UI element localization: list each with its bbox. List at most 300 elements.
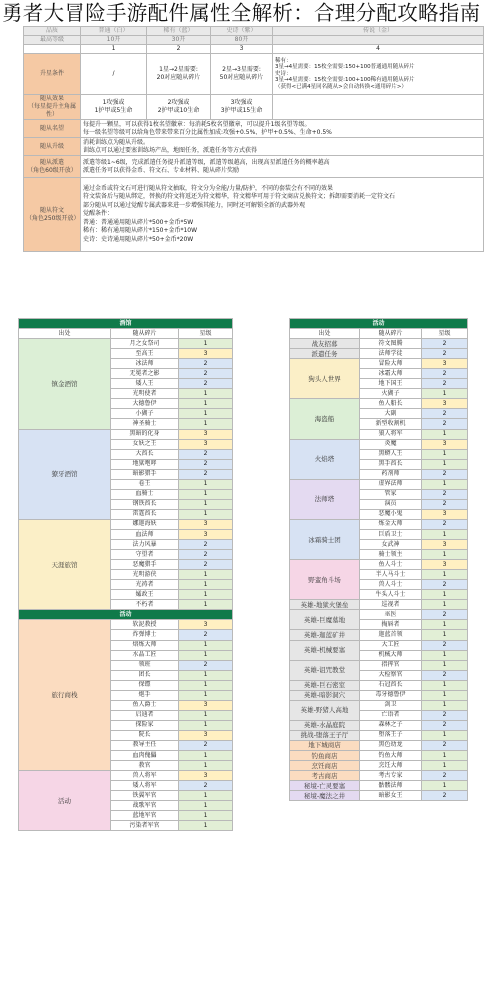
- table-row: [19, 339, 233, 349]
- source-cell: 英雄-水晶庭院: [290, 720, 360, 730]
- companion-name: 启迪者: [111, 710, 179, 720]
- star-level: 2: [422, 771, 468, 781]
- table-row: [19, 429, 233, 439]
- companion-name: 黑蟒人王: [360, 449, 422, 459]
- cell: 1: [81, 45, 147, 54]
- cell: 1星→2星需要: 20对应随从碎片: [147, 54, 211, 95]
- star-level: 3: [179, 439, 233, 449]
- star-level: 1: [422, 479, 468, 489]
- cell: 最高等级: [24, 36, 81, 45]
- star-level: 1: [179, 720, 233, 730]
- star-level: 2: [179, 630, 233, 640]
- companion-name: 巫医: [360, 610, 422, 620]
- table-row: [290, 781, 468, 791]
- companion-name: 钢铁酋长: [111, 499, 179, 509]
- table-row: [19, 620, 233, 630]
- source-cell: 英雄-地狱火堡垒: [290, 600, 360, 610]
- star-level: 1: [179, 811, 233, 821]
- companion-name: 血骑士: [111, 489, 179, 499]
- source-cell: 英雄-暗影洞穴: [290, 690, 360, 700]
- companion-name: 考古专家: [360, 771, 422, 781]
- table-row: [290, 680, 468, 690]
- star-level: 2: [422, 720, 468, 730]
- cell: /: [81, 54, 147, 95]
- star-level: 3: [179, 519, 233, 529]
- companion-name: 女妖之王: [111, 439, 179, 449]
- star-level: 3: [179, 429, 233, 439]
- star-level: 2: [422, 419, 468, 429]
- cell: 品质: [24, 27, 81, 36]
- companion-name: 堕落王子: [360, 730, 422, 740]
- column-header: 出处: [290, 329, 360, 339]
- star-level: 2: [422, 519, 468, 529]
- star-level: 3: [179, 700, 233, 710]
- star-level: 1: [422, 690, 468, 700]
- row-label: 随从升级: [24, 138, 81, 156]
- companion-name: 迦蓝首领: [360, 630, 422, 640]
- source-cell: 镇金酒馆: [19, 339, 111, 429]
- star-level: 1: [179, 489, 233, 499]
- companion-name: 月之女祭司: [111, 339, 179, 349]
- star-level: 2: [179, 740, 233, 750]
- star-level: 2: [179, 781, 233, 791]
- companion-name: 新型收割机: [360, 419, 422, 429]
- table-row: [290, 751, 468, 761]
- cell: 3攻强或 3护甲或15生命: [211, 95, 273, 120]
- source-cell: 考古商店: [290, 771, 360, 781]
- column-header-row: [19, 329, 233, 339]
- cell: 稀有： 3星→4星需要：15枚全需要:150+100普通通用随从碎片 史诗： 3星→4星需要：15枚全需要:100+100稀有通用随从碎片 （获得<已满4星同名随从>会自动转换<通用碎片>）: [273, 54, 484, 95]
- table-row: [290, 690, 468, 700]
- companion-name: 亡语者: [360, 710, 422, 720]
- companion-name: 光祷者: [111, 580, 179, 590]
- companion-name: 恶魔小鬼: [360, 509, 422, 519]
- star-level: 3: [422, 540, 468, 550]
- source-cell: 冰霜骑士团: [290, 519, 360, 559]
- section-title: 活动: [290, 319, 468, 329]
- star-level: 1: [179, 761, 233, 771]
- star-level: 2: [422, 640, 468, 650]
- star-level: 1: [422, 650, 468, 660]
- star-level: 2: [179, 540, 233, 550]
- star-level: 1: [179, 409, 233, 419]
- star-level: 2: [422, 580, 468, 590]
- section-header: [19, 610, 233, 620]
- companion-name: 铁翼军官: [111, 791, 179, 801]
- source-cell: 旅行商栈: [19, 620, 111, 771]
- companion-name: 恶魔猎手: [111, 560, 179, 570]
- cell: 通过金币或符文石可进行随从符文抽取，符文分为全能/力量/防护，不同的套装会有不同的效果 符文装备后与随从绑定，替换的符文将返还为符文精华，符文精华可用于符文商店兑换符文；拆卸需要消耗一定符文石 部分随从可以通过觉醒专属武器来进一步增强其能力，同时还可解锁全新的武器外观 觉醒条件： 普通：普通通用随从碎片*500+金币*5W 稀有：稀有通用随从碎片*150+金币*10W 史诗：史诗通用随从碎片*50+金币*20W: [81, 178, 484, 252]
- star-level: 1: [422, 620, 468, 630]
- companion-name: 地狱咆哮: [111, 459, 179, 469]
- fame-row: [24, 120, 484, 138]
- companion-name: 符文图腾: [360, 339, 422, 349]
- source-cell: 英雄-巨魔墓地: [290, 610, 360, 630]
- star-row: [24, 45, 484, 54]
- cell: 传说（金）: [273, 27, 484, 36]
- table-row: [290, 700, 468, 710]
- companion-name: 教官: [111, 761, 179, 771]
- table-row: [290, 771, 468, 781]
- cell: 3: [211, 45, 273, 54]
- source-cell: 挑战-堕落王子厅: [290, 730, 360, 740]
- star-level: 1: [422, 761, 468, 771]
- star-level: 3: [179, 529, 233, 539]
- companion-name: 指挥官: [360, 660, 422, 670]
- companion-name: 炎魔: [360, 439, 422, 449]
- companion-name: 光明游侠: [111, 570, 179, 580]
- star-level: 1: [179, 640, 233, 650]
- cell: 1攻强或 1护甲或5生命: [81, 95, 147, 120]
- star-level: 2: [179, 550, 233, 560]
- companion-name: 骑士领主: [360, 550, 422, 560]
- star-level: 1: [179, 670, 233, 680]
- source-cell: 钓鱼商店: [290, 751, 360, 761]
- companion-name: 炮手: [111, 690, 179, 700]
- cell: 2: [147, 45, 211, 54]
- companion-name: 矮人王: [111, 379, 179, 389]
- column-header: 出处: [19, 329, 111, 339]
- source-cell: 野蛮角斗场: [290, 560, 360, 600]
- source-cell: 地下城商店: [290, 740, 360, 750]
- star-level: 1: [179, 419, 233, 429]
- cell: 2星→3星需要: 50对应随从碎片: [211, 54, 273, 95]
- section-header: [290, 319, 468, 329]
- column-header: 星级: [422, 329, 468, 339]
- table-row: [290, 349, 468, 359]
- star-level: 1: [422, 449, 468, 459]
- companion-name: 骷髅法师: [360, 781, 422, 791]
- table-row: [19, 519, 233, 529]
- source-cell: 英雄-机械要塞: [290, 640, 360, 660]
- column-header-row: [290, 329, 468, 339]
- source-cell: 英雄-迦蓝矿井: [290, 630, 360, 640]
- star-level: 2: [179, 459, 233, 469]
- star-level: 3: [179, 771, 233, 781]
- source-cell: 法师塔: [290, 479, 360, 519]
- star-level: 2: [422, 349, 468, 359]
- star-level: 2: [422, 610, 468, 620]
- section-title: 活动: [19, 610, 233, 620]
- companion-name: 石冠酋长: [360, 680, 422, 690]
- star-level: 1: [179, 509, 233, 519]
- star-level: 2: [179, 449, 233, 459]
- cell: 史诗（紫）: [211, 27, 273, 36]
- table-row: [290, 339, 468, 349]
- star-level: 1: [422, 730, 468, 740]
- rarity-row: [24, 27, 484, 36]
- star-level: 1: [179, 339, 233, 349]
- companion-name: 剑卫: [360, 700, 422, 710]
- star-level: 3: [422, 439, 468, 449]
- source-cell: 秘境-魔法之井: [290, 791, 360, 801]
- companion-name: 小猢子: [111, 409, 179, 419]
- cell: 稀有（蓝）: [147, 27, 211, 36]
- companion-name: 大酋长: [111, 449, 179, 459]
- companion-name: 矮人将军: [111, 781, 179, 791]
- companion-name: 女武神: [360, 540, 422, 550]
- star-level: 2: [422, 710, 468, 720]
- cell: 每提升一颗星，可以获得1枚名望徽章：每消耗5枚名望徽章，可以提升1级名望等级。 每一级名望等级可以给角色带来带来百分比属性加成:攻强+0.5%、护甲+0.5%、生命+0.5%: [81, 120, 484, 138]
- table-row: [290, 439, 468, 449]
- star-level: 1: [422, 700, 468, 710]
- source-cell: 英雄-野猪人高地: [290, 700, 360, 720]
- cell: 80开: [211, 36, 273, 45]
- column-header: 星级: [179, 329, 233, 339]
- row-label: 升星条件: [24, 54, 81, 95]
- cell: 30开: [147, 36, 211, 45]
- star-level: 1: [422, 389, 468, 399]
- column-header: 随从碎片: [360, 329, 422, 339]
- table-row: [290, 791, 468, 801]
- star-level: 3: [422, 399, 468, 409]
- companion-name: 大检察官: [360, 670, 422, 680]
- row-label: 随从名望: [24, 120, 81, 138]
- star-level: 1: [179, 570, 233, 580]
- companion-name: 掏唇者: [360, 620, 422, 630]
- table-row: [290, 720, 468, 730]
- star-level: 1: [179, 389, 233, 399]
- effect-row: [24, 95, 484, 120]
- row-label: 随从效果 （每星提升主角属性）: [24, 95, 81, 120]
- companion-name: 污染者军官: [111, 821, 179, 831]
- table-row: [290, 660, 468, 670]
- cell: 派遣等级1~6级，完成派遣任务提升派遣等级，派遣等级越高，出现高星派遣任务的概率越高 派遣任务可以获得金币、符文石、专业材料、随从碎片奖励: [81, 156, 484, 178]
- source-cell: 英雄-诅咒教堂: [290, 660, 360, 680]
- source-cell: 烹饪商店: [290, 761, 360, 771]
- companion-name: 烹饪大师: [360, 761, 422, 771]
- companion-name: 法师学徒: [360, 349, 422, 359]
- levelup-row: [24, 138, 484, 156]
- table-row: [290, 359, 468, 369]
- companion-name: 鱼人船长: [360, 399, 422, 409]
- table-row: [290, 640, 468, 650]
- companion-name: 领班: [111, 660, 179, 670]
- star-level: 2: [179, 469, 233, 479]
- companion-name: 院长: [111, 730, 179, 740]
- source-cell: 火焰塔: [290, 439, 360, 479]
- cell: [273, 95, 484, 120]
- companion-name: 黑暗的化身: [111, 429, 179, 439]
- companion-name: 水晶工匠: [111, 650, 179, 660]
- companion-name: 地下国王: [360, 379, 422, 389]
- companion-name: 大德鲁伊: [111, 399, 179, 409]
- companion-name: 鱼人爵士: [111, 700, 179, 710]
- source-cell: 天涯旅馆: [19, 519, 111, 609]
- companion-name: 保镖: [111, 680, 179, 690]
- star-level: 2: [422, 499, 468, 509]
- source-cell: 战友招募: [290, 339, 360, 349]
- star-level: 2: [179, 660, 233, 670]
- cell: [273, 36, 484, 45]
- companion-name: 探险家: [111, 720, 179, 730]
- star-level: 1: [422, 680, 468, 690]
- table-row: [19, 771, 233, 781]
- companion-name: 光明使者: [111, 389, 179, 399]
- star-level: 2: [179, 359, 233, 369]
- star-level: 1: [179, 650, 233, 660]
- star-level: 1: [422, 550, 468, 560]
- companion-name: 无冕者之影: [111, 369, 179, 379]
- companion-name: 教导主任: [111, 740, 179, 750]
- star-level: 1: [179, 399, 233, 409]
- cell: [24, 45, 81, 54]
- star-level: 1: [422, 459, 468, 469]
- source-cell: 海盗船: [290, 399, 360, 439]
- companion-name: 牛头人斗士: [360, 590, 422, 600]
- source-cell: 獠牙酒馆: [19, 429, 111, 519]
- companion-name: 软泥教授: [111, 620, 179, 630]
- companion-name: 卷王: [111, 479, 179, 489]
- companion-name: 炸弹博士: [111, 630, 179, 640]
- star-level: 2: [422, 670, 468, 680]
- section-title: 酒馆: [19, 319, 233, 329]
- column-header: 随从碎片: [111, 329, 179, 339]
- companion-name: 机械大师: [360, 650, 422, 660]
- companion-name: 大工匠: [360, 640, 422, 650]
- star-level: 1: [422, 570, 468, 580]
- star-level: 2: [179, 379, 233, 389]
- star-level: 1: [422, 429, 468, 439]
- companion-name: 演员: [360, 499, 422, 509]
- companion-name: 血法师: [111, 529, 179, 539]
- companion-name: 娜迦海妖: [111, 519, 179, 529]
- star-level: 1: [179, 751, 233, 761]
- event-table: [289, 318, 468, 801]
- cell: 4: [273, 45, 484, 54]
- companion-name: 雷霆酋长: [111, 509, 179, 519]
- cell: 2攻强或 2护甲或10生命: [147, 95, 211, 120]
- companion-name: 药剂师: [360, 469, 422, 479]
- companion-name: 虚界法师: [360, 479, 422, 489]
- companion-name: 守望者: [111, 550, 179, 560]
- star-level: 2: [422, 740, 468, 750]
- star-level: 1: [179, 590, 233, 600]
- star-level: 1: [179, 801, 233, 811]
- table-row: [290, 730, 468, 740]
- star-level: 1: [179, 821, 233, 831]
- table-row: [290, 761, 468, 771]
- table-row: [290, 630, 468, 640]
- companion-name: 暗影猎手: [111, 469, 179, 479]
- star-level: 2: [422, 379, 468, 389]
- companion-name: 团长: [111, 670, 179, 680]
- star-level: 3: [179, 730, 233, 740]
- star-level: 1: [422, 660, 468, 670]
- source-cell: 派遣任务: [290, 349, 360, 359]
- star-level: 3: [422, 560, 468, 570]
- star-level: 2: [422, 369, 468, 379]
- star-level: 1: [179, 680, 233, 690]
- companion-name: 黑手酋长: [360, 459, 422, 469]
- source-cell: 英雄-巨石密室: [290, 680, 360, 690]
- level-row: [24, 36, 484, 45]
- companion-name: 大副: [360, 409, 422, 419]
- star-level: 2: [179, 560, 233, 570]
- companion-name: 不朽者: [111, 600, 179, 610]
- star-level: 1: [422, 529, 468, 539]
- star-level: 1: [422, 781, 468, 791]
- companion-name: 兽人将军: [111, 771, 179, 781]
- table-row: [290, 519, 468, 529]
- star-level: 1: [179, 710, 233, 720]
- companion-name: 炼金大师: [360, 519, 422, 529]
- companion-name: 狼人将军: [360, 429, 422, 439]
- companion-name: 巨盾卫士: [360, 529, 422, 539]
- companion-name: 冰霜大师: [360, 369, 422, 379]
- dispatch-row: [24, 156, 484, 178]
- star-level: 2: [422, 339, 468, 349]
- companion-name: 熔炼大师: [111, 640, 179, 650]
- page-title: 勇者大冒险手游配件属性全解析：合理分配攻略指南: [2, 1, 481, 25]
- companion-name: 巡视者: [360, 600, 422, 610]
- star-level: 1: [179, 580, 233, 590]
- star-level: 2: [422, 469, 468, 479]
- star-level: 2: [179, 369, 233, 379]
- companion-name: 半人马斗士: [360, 570, 422, 580]
- star-level: 3: [422, 509, 468, 519]
- star-level: 2: [422, 791, 468, 801]
- companion-name: 暗影女王: [360, 791, 422, 801]
- source-cell: 秘境-亡灵要塞: [290, 781, 360, 791]
- source-cell: 活动: [19, 771, 111, 831]
- companion-name: 冒险大师: [360, 359, 422, 369]
- companion-name: 森林之子: [360, 720, 422, 730]
- companion-name: 孀政王: [111, 590, 179, 600]
- cell: 消耗训练点为随从升级。 训练点可以通过要塞训练场产出，地图任务，派遣任务等方式获得: [81, 138, 484, 156]
- table-row: [290, 740, 468, 750]
- star-level: 2: [422, 409, 468, 419]
- table-row: [290, 479, 468, 489]
- companion-name: 蓝地军官: [111, 811, 179, 821]
- companion-name: 钓鱼大师: [360, 751, 422, 761]
- star-level: 1: [422, 600, 468, 610]
- overview-table: [23, 26, 484, 252]
- row-label: 随从派遣 （角色60级开放）: [24, 156, 81, 178]
- companion-name: 兽人斗士: [360, 580, 422, 590]
- companion-name: 法力风暴: [111, 540, 179, 550]
- table-row: [290, 610, 468, 620]
- source-cell: 狗头人世界: [290, 359, 360, 399]
- companion-name: 血肉傀儡: [111, 751, 179, 761]
- star-level: 1: [422, 590, 468, 600]
- star-level: 3: [179, 620, 233, 630]
- star-level: 3: [422, 359, 468, 369]
- star-level: 1: [422, 751, 468, 761]
- star-level: 2: [422, 489, 468, 499]
- companion-name: 黑色幼龙: [360, 740, 422, 750]
- rune-row: [24, 178, 484, 252]
- star-level: 3: [179, 349, 233, 359]
- table-row: [290, 399, 468, 409]
- companion-name: 至高王: [111, 349, 179, 359]
- cell: 普通（白）: [81, 27, 147, 36]
- star-level: 1: [179, 479, 233, 489]
- upgrade-row: [24, 54, 484, 95]
- tavern-table: [18, 318, 233, 831]
- companion-name: 管家: [360, 489, 422, 499]
- cell: 10开: [81, 36, 147, 45]
- companion-name: 冰法师: [111, 359, 179, 369]
- star-level: 1: [179, 690, 233, 700]
- companion-name: 神圣骑士: [111, 419, 179, 429]
- star-level: 1: [179, 499, 233, 509]
- companion-name: 毒牙德鲁伊: [360, 690, 422, 700]
- row-label: 随从符文 （角色250级开放）: [24, 178, 81, 252]
- table-row: [290, 560, 468, 570]
- star-level: 1: [179, 791, 233, 801]
- companion-name: 战歌军官: [111, 801, 179, 811]
